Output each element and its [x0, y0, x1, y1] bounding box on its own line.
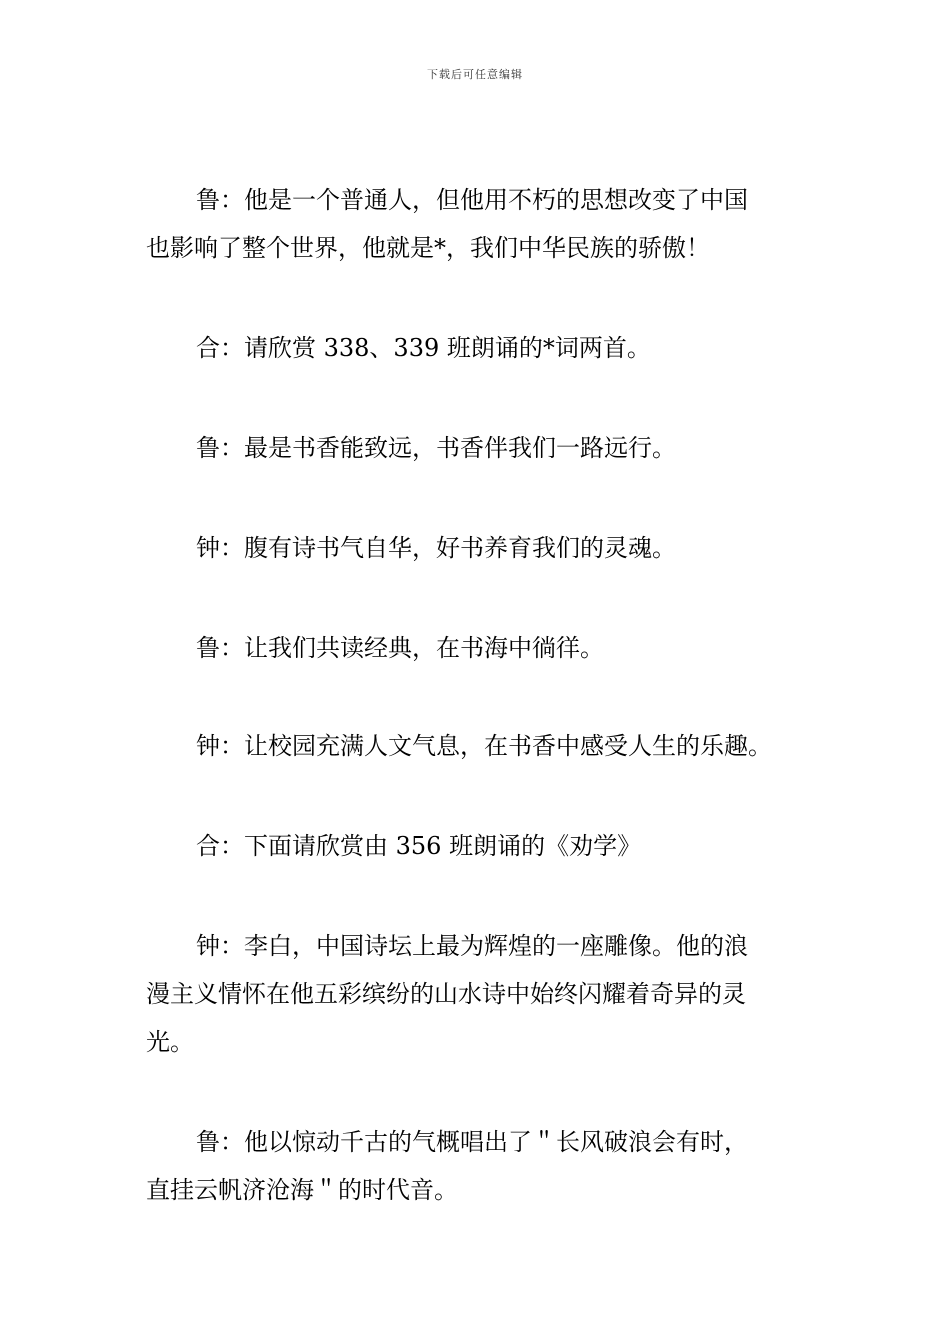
paragraph-9-line-2: 直挂云帆济沧海＂的时代音。 [146, 1176, 458, 1204]
paragraph-5: 鲁：让我们共读经典，在书海中徜徉。 [196, 634, 604, 662]
paragraph-2: 合：请欣赏 338、339 班朗诵的*词两首。 [196, 334, 651, 362]
page-header: 下载后可任意编辑 [427, 68, 523, 81]
paragraph-8-line-1: 钟：李白，中国诗坛上最为辉煌的一座雕像。他的浪 [196, 932, 748, 960]
paragraph-8-line-2: 漫主义情怀在他五彩缤纷的山水诗中始终闪耀着奇异的灵 [146, 980, 746, 1008]
paragraph-4: 钟：腹有诗书气自华，好书养育我们的灵魂。 [196, 534, 676, 562]
paragraph-8-line-3: 光。 [146, 1028, 194, 1056]
paragraph-9-line-1: 鲁：他以惊动千古的气概唱出了＂长风破浪会有时， [196, 1128, 748, 1156]
paragraph-3: 鲁：最是书香能致远，书香伴我们一路远行。 [196, 434, 676, 462]
paragraph-1-line-2: 也影响了整个世界，他就是*，我们中华民族的骄傲！ [146, 234, 710, 262]
paragraph-7: 合：下面请欣赏由 356 班朗诵的《劝学》 [196, 832, 642, 860]
paragraph-1-line-1: 鲁：他是一个普通人，但他用不朽的思想改变了中国 [196, 186, 748, 214]
paragraph-6: 钟：让校园充满人文气息，在书香中感受人生的乐趣。 [196, 732, 772, 760]
